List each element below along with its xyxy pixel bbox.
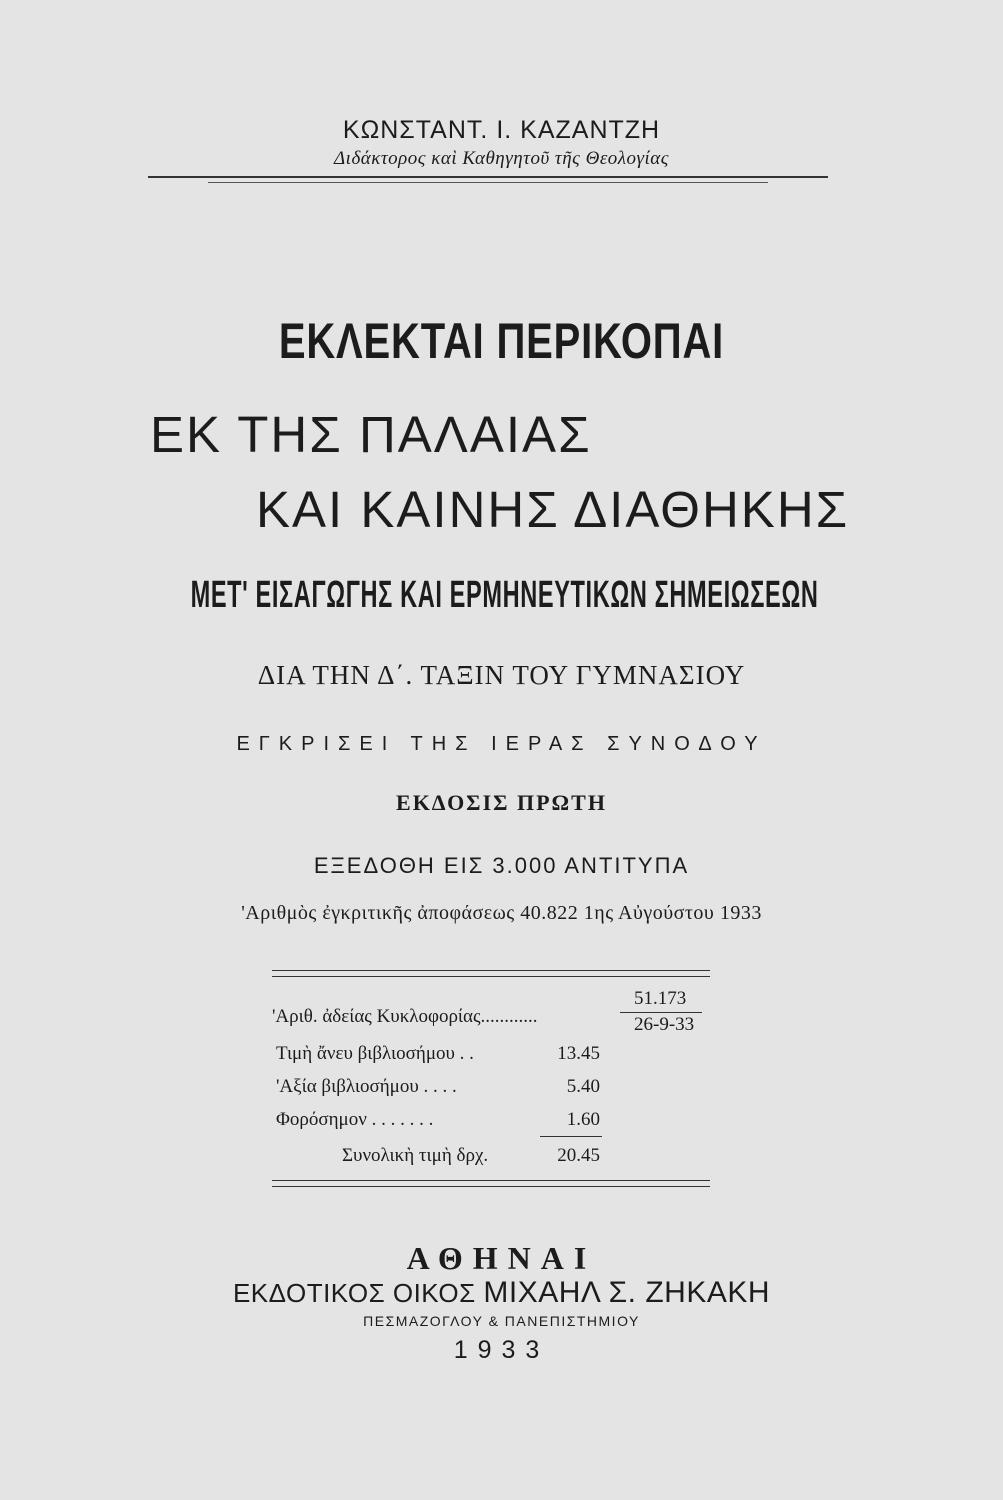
price-row-value: 5.40 [566, 1076, 600, 1097]
approval-decision: 'Αριθμὸς ἐγκριτικῆς ἀποφάσεως 40.822 1ης Αὐγούστου 1933 [241, 902, 762, 924]
author-name: ΚΩΝΣΤΑΝΤ. Ι. ΚΑΖΑΝΤΖΗ [342, 116, 661, 144]
publication-year: 1933 [453, 1336, 550, 1364]
publication-city: ΑΘΗΝΑΙ [406, 1240, 597, 1276]
price-row-value: 13.45 [557, 1043, 600, 1064]
author-title: Διδάκτορος καὶ Καθηγητοῦ τῆς Θεολογίας [334, 148, 669, 169]
edition-label: ΕΚΔΟΣΙΣ ΠΡΩΤΗ [396, 790, 607, 815]
publisher-address: ΠΕΣΜΑΖΟΓΛΟΥ & ΠΑΝΕΠΙΣΤΗΜΙΟΥ [363, 1313, 640, 1329]
approval-note: ΕΓΚΡΙΣΕΙ ΤΗΣ ΙΕΡΑΣ ΣΥΝΟΔΟΥ [236, 733, 767, 755]
price-row-value: 1.60 [566, 1109, 600, 1130]
book-title-line-2: ΕΚ ΤΗΣ ΠΑΛΑΙΑΣ [150, 406, 592, 463]
license-fraction-line [620, 1012, 702, 1013]
table-rule-top-2 [272, 976, 710, 977]
header-rule-thin [208, 182, 768, 183]
print-run: ΕΞΕΔΟΘΗ ΕΙΣ 3.000 ΑΝΤΙΤΥΠΑ [313, 853, 690, 878]
price-row-label: Τιμὴ ἄνευ βιβλιοσήμου . . [276, 1043, 474, 1064]
sum-rule [540, 1136, 602, 1137]
publisher-name: ΜΙΧΑΗΛ Σ. ΖΗΚΑΚΗ [483, 1276, 771, 1309]
publisher-prefix: ΕΚΔΟΤΙΚΟΣ ΟΙΚΟΣ [232, 1278, 476, 1308]
book-subtitle: ΜΕΤ' ΕΙΣΑΓΩΓΗΣ ΚΑΙ ΕΡΜΗΝΕΥΤΙΚΩΝ ΣΗΜΕΙΩΣΕΩΝ [190, 574, 819, 616]
total-value: 20.45 [557, 1145, 600, 1166]
license-label: 'Αριθ. ἀδείας Κυκλοφορίας............ [272, 1006, 538, 1027]
license-date: 26-9-33 [634, 1014, 695, 1035]
total-label: Συνολικὴ τιμὴ δρχ. [342, 1145, 489, 1166]
header-rule [148, 176, 828, 178]
table-rule-top [272, 970, 710, 971]
license-number: 51.173 [634, 988, 687, 1009]
price-row-label: Φορόσημον . . . . . . . [276, 1109, 434, 1130]
book-title-line-1: ΕΚΛΕΚΤΑΙ ΠΕΡΙΚΟΠΑΙ [278, 313, 725, 369]
book-title-line-3: ΚΑΙ ΚΑΙΝΗΣ ΔΙΑΘΗΚΗΣ [256, 481, 850, 538]
price-row-label: 'Αξία βιβλιοσήμου . . . . [276, 1076, 457, 1097]
table-rule-bottom [272, 1180, 710, 1181]
publisher [0, 1276, 1003, 1310]
target-class: ΔΙΑ ΤΗΝ Δ΄. ΤΑΞΙΝ ΤΟΥ ΓΥΜΝΑΣΙΟΥ [257, 660, 746, 690]
table-rule-bottom-2 [272, 1186, 710, 1187]
